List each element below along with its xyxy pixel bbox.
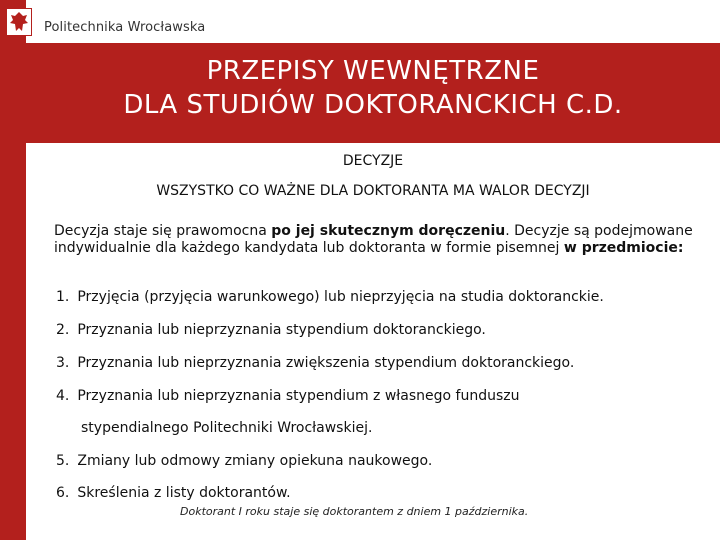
- page-title: [26, 54, 720, 122]
- intro-bold-2: w przedmiocie:: [563, 240, 684, 256]
- list-item-number: 5.: [56, 453, 70, 469]
- list-item-text: Przyjęcia (przyjęcia warunkowego) lub nieprzyjęcia na studia doktoranckie.: [77, 289, 604, 305]
- list-item-number: 1.: [56, 289, 70, 305]
- eagle-crest-icon: [6, 8, 32, 36]
- title-line-1: PRZEPISY WEWNĘTRZNE: [206, 56, 540, 86]
- list-item-text: Przyznania lub nieprzyznania stypendium doktoranckiego.: [77, 322, 486, 338]
- list-item-text: Przyznania lub nieprzyznania stypendium z własnego funduszu: [77, 388, 520, 404]
- list-item-text: Przyznania lub nieprzyznania zwiększenia stypendium doktoranckiego.: [77, 355, 575, 371]
- footnote: Doktorant I roku staje się doktorantem z dniem 1 października.: [180, 505, 529, 518]
- intro-text-2: . Decyzje są podejmowane indywidualnie dla każdego kandydata lub doktoranta w formie pisemnej: [54, 223, 693, 256]
- section-subheading: WSZYSTKO CO WAŻNE DLA DOKTORANTA MA WALOR DECYZJI: [156, 183, 590, 199]
- intro-bold-1: po jej skutecznym doręczeniu: [271, 223, 506, 239]
- list-item-number: 4.: [56, 388, 70, 404]
- title-line-2: DLA STUDIÓW DOKTORANCKICH C.D.: [123, 90, 623, 120]
- list-item-4: [56, 388, 706, 404]
- sidebar-stripe: [0, 0, 26, 540]
- list-item-2: [56, 322, 706, 338]
- list-item-text: Zmiany lub odmowy zmiany opiekuna naukowego.: [77, 453, 433, 469]
- list-item-1: [56, 289, 706, 305]
- section-heading: DECYZJE: [342, 153, 404, 169]
- list-item-4-continuation: stypendialnego Politechniki Wrocławskiej.: [81, 420, 373, 436]
- logo-text: Politechnika Wrocławska: [44, 20, 206, 35]
- list-item-5: [56, 453, 706, 469]
- list-item-text: Skreślenia z listy doktorantów.: [77, 485, 291, 501]
- list-item-number: 2.: [56, 322, 70, 338]
- list-item-3: [56, 355, 706, 371]
- list-item-number: 3.: [56, 355, 70, 371]
- intro-paragraph: [54, 223, 704, 257]
- intro-text-1: Decyzja staje się prawomocna: [54, 223, 272, 239]
- list-item-6: [56, 485, 706, 501]
- list-item-number: 6.: [56, 485, 70, 501]
